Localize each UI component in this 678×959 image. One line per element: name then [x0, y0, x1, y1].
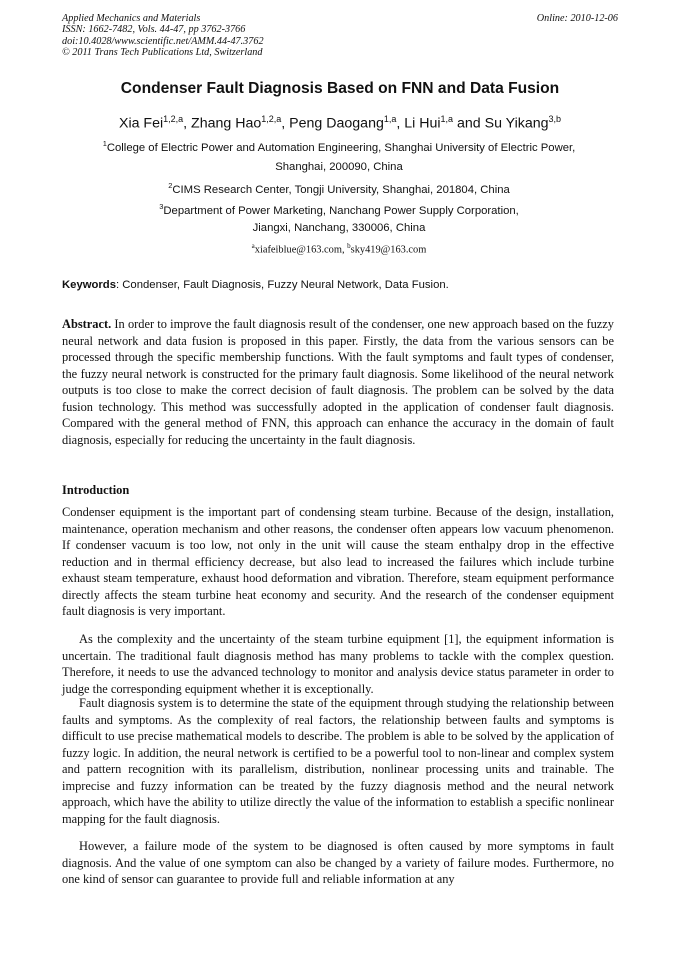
copyright-line: © 2011 Trans Tech Publications Ltd, Switzerland: [62, 46, 263, 58]
journal-name: Applied Mechanics and Materials: [62, 13, 201, 24]
author-emails: [0, 242, 678, 255]
abstract: [62, 316, 614, 448]
intro-paragraph-3: Fault diagnosis system is to determine the state of the equipment through studying the relationship between faults and symptoms. As the complexity of real factors, the relationship between faults and symptoms is difficult to use precise mathematical models to describe. The problem is able to be solved by the application of fuzzy logic. In addition, the neural network is certified to be a powerful tool to non-linear and complex system and pattern recognition with its parallelism, distribution, nonlinear processing units and trainable. The imprecise and fuzzy information can be treated by the fuzzy diagnosis method and the neural network approach, which have the ability to utilize directly the value of the information to establish a specific nonlinear mapping for the fault diagnosis.: [62, 696, 614, 826]
paper-title: Condenser Fault Diagnosis Based on FNN and Data Fusion: [120, 80, 560, 97]
affiliation-marker: 3: [159, 202, 164, 211]
affiliation-3-line-1: [0, 202, 678, 217]
online-date: Online: 2010-12-06: [536, 13, 618, 24]
author-affiliation-marker: 1,2,a: [261, 114, 282, 124]
author-affiliation-marker: 3,b: [548, 114, 562, 124]
affiliation-text: CIMS Research Center, Tongji University, Shanghai, 201804, China: [172, 183, 510, 196]
intro-paragraph-1: Condenser equipment is the important part of condensing steam turbine. Because of the design, installation, maintenance, operation mechanism and other reasons, the condenser often appears low vacuum phenomenon. If condenser vacuum is too low, not only in the unit will cause the steam enthalpy drop in the effective reduction and in thermal efficiency decrease, but also lead to increased the failures which include turbine exhaust steam temperature, exhaust hood deformation and vibration. Therefore, steam equipment performance directly affects the steam turbine heat economy and security. And the research of the condenser equipment fault diagnosis is very important.: [62, 505, 614, 618]
affiliation-marker: 1: [102, 139, 107, 148]
affiliation-text: Department of Power Marketing, Nanchang Power Supply Corporation,: [163, 204, 519, 217]
email-marker: a: [251, 242, 255, 250]
author-affiliation-marker: 1,a: [383, 114, 397, 124]
intro-paragraph-2: As the complexity and the uncertainty of the steam turbine equipment [1], the equipment information is uncertain. The traditional fault diagnosis method has many problems to tackle with the complex question. Therefore, it needs to use the advanced technology to monitor and analysis device status parameter in order to judge the corresponding equipment whether it is exceptionally.: [62, 632, 614, 696]
section-heading-introduction: Introduction: [62, 483, 130, 497]
intro-paragraph-4: However, a failure mode of the system to be diagnosed is often caused by more symptoms in fault diagnosis. And the value of one symptom can also be changed by a variety of failure modes. Furthermore, no one kind of sensor can guarantee to provide full and reliable information at any: [62, 839, 614, 886]
affiliation-marker: 2: [168, 181, 173, 190]
author-name: and Su Yikang: [453, 115, 549, 132]
author-name: , Zhang Hao: [183, 115, 262, 132]
author-affiliation-marker: 1,a: [440, 114, 454, 124]
keywords-text: : Condenser, Fault Diagnosis, Fuzzy Neural Network, Data Fusion.: [116, 279, 449, 291]
affiliation-3-line-2: Jiangxi, Nanchang, 330006, China: [252, 222, 426, 234]
email-link[interactable]: sky419@163.com: [350, 244, 427, 256]
keywords: [62, 279, 618, 291]
author-list: [62, 114, 618, 132]
author-name: Xia Fei: [118, 115, 164, 132]
journal-header: [62, 13, 618, 58]
author-name: , Peng Daogang: [281, 115, 384, 132]
keywords-label: Keywords: [62, 279, 116, 291]
abstract-label: Abstract.: [62, 317, 112, 331]
email-marker: b: [347, 242, 351, 250]
affiliation-2: [0, 181, 678, 196]
affiliation-1-line-2: Shanghai, 200090, China: [275, 161, 403, 173]
author-affiliation-marker: 1,2,a: [163, 114, 184, 124]
abstract-text: In order to improve the fault diagnosis result of the condenser, one new approach based on the fuzzy neural network and data fusion is proposed in this paper. Firstly, the data from the various sensors can be processed through the specific membership functions. With the fault symptoms and fault types of condenser, the fuzzy neural network is constructed for the primary fault diagnosis. Some likelihood of the neural network outputs is too close to make the correct decision of fault diagnosis. The problem can be solved by the data fusion technology. This method was successfully adopted in the application of condenser fault diagnosis. Compared with the general method of FNN, this approach can enhance the accuracy in the domain of fault diagnosis, especially for reducing the uncertainty in the fault diagnosis.: [62, 317, 614, 447]
email-link[interactable]: xiafeiblue@163.com,: [254, 244, 348, 256]
doi-line: doi:10.4028/www.scientific.net/AMM.44-47.3762: [62, 35, 264, 47]
issn-line: ISSN: 1662-7482, Vols. 44-47, pp 3762-3766: [62, 24, 246, 36]
affiliation-1-line-1: [0, 139, 678, 154]
author-name: , Li Hui: [396, 115, 441, 132]
affiliation-text: College of Electric Power and Automation Engineering, Shanghai University of Electric Power,: [106, 141, 576, 154]
